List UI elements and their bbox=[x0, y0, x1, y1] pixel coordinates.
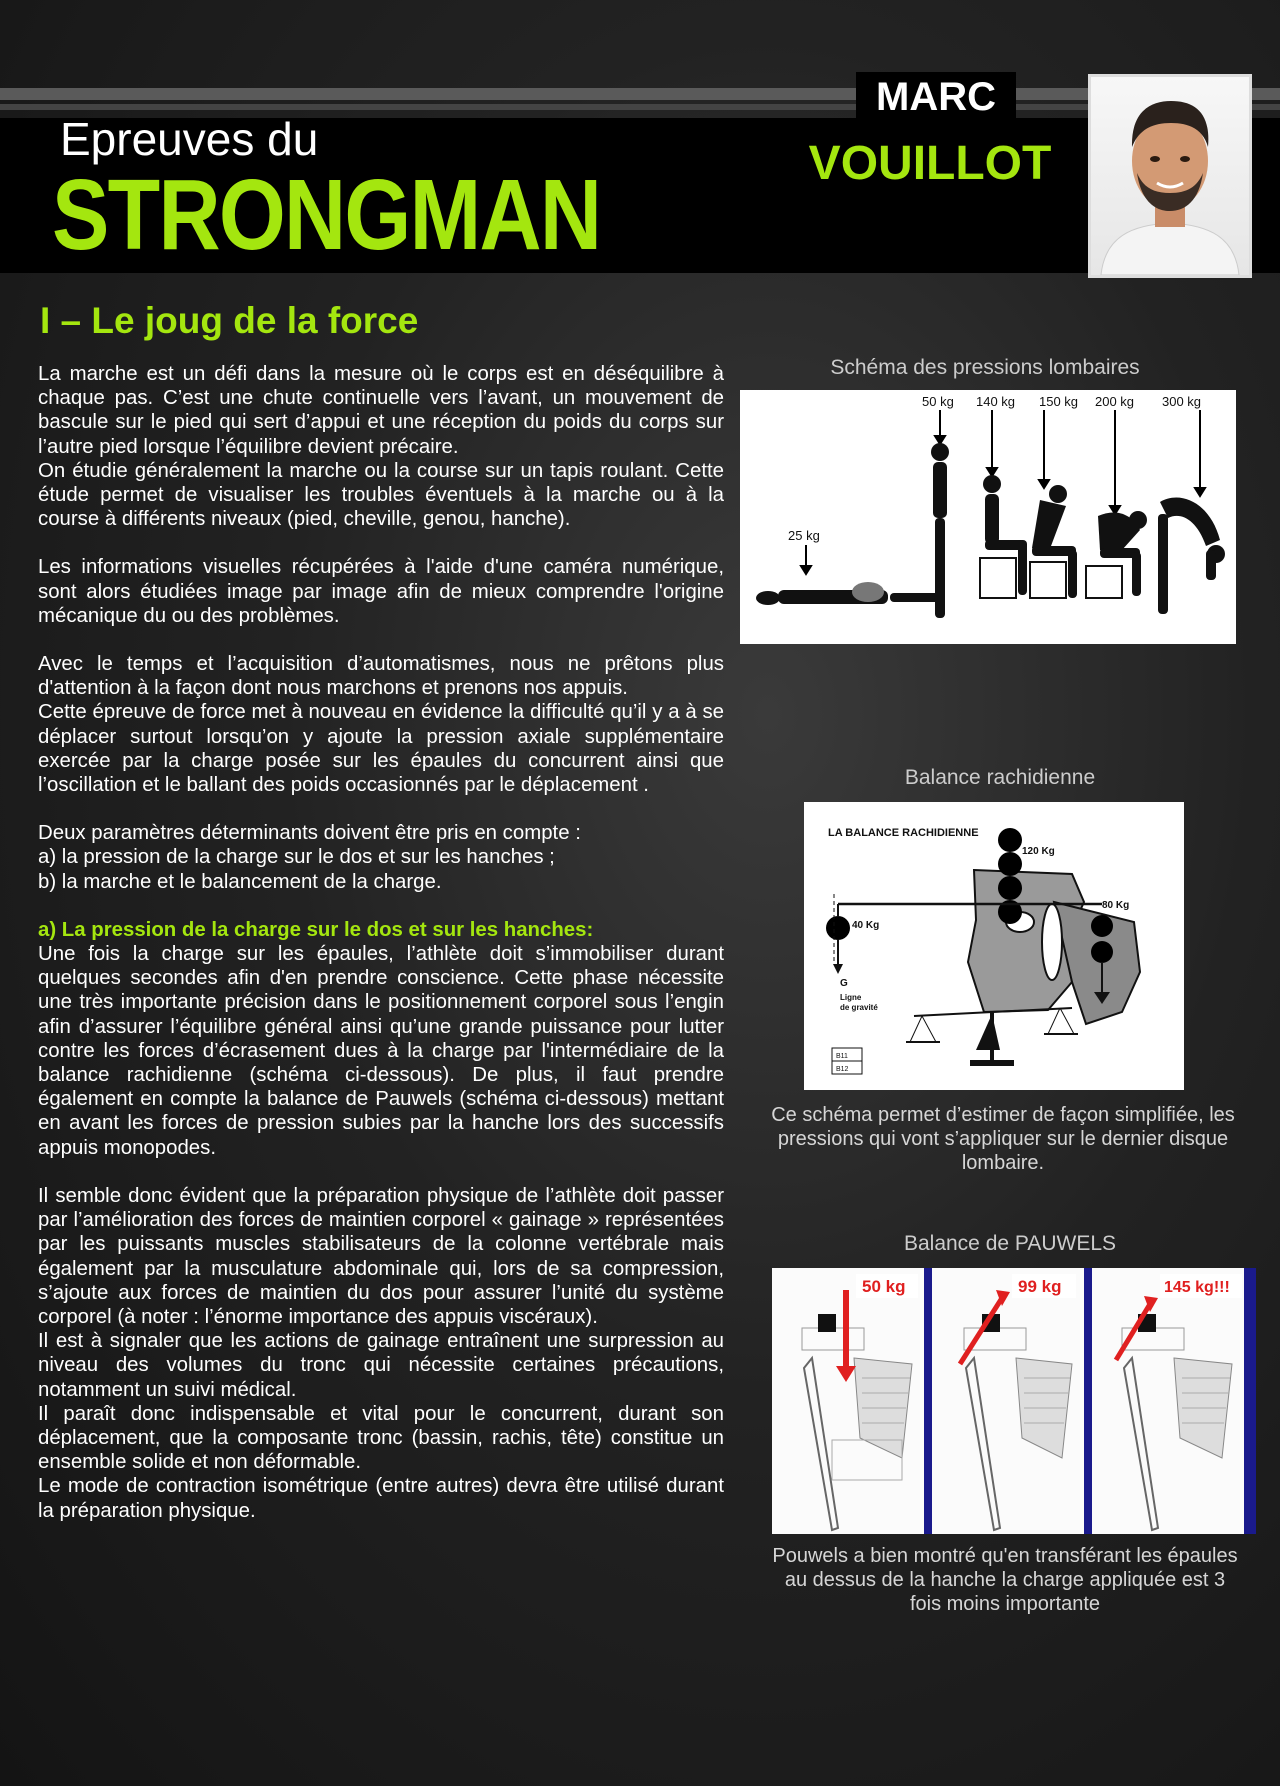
label-gravite: de gravité bbox=[840, 1003, 878, 1012]
author-photo bbox=[1088, 74, 1252, 278]
paragraph: Les informations visuelles récupérées à l'aide d'une caméra numérique, sont alors étudiées image par image afin de mieux comprendre l'origine mécanique du ou des problèmes. bbox=[38, 556, 724, 627]
pre-title: Epreuves du bbox=[60, 113, 319, 165]
lumbar-pressure-diagram bbox=[740, 390, 1236, 644]
paragraph: Deux paramètres déterminants doivent être pris en compte : bbox=[38, 822, 581, 845]
paragraph: Il semble donc évident que la préparation physique de l’athlète doit passer par l’amélioration des forces de maintien corporel « gainage » représentées par les puissants muscles stabilisateurs de la colonne vertébrale mais également par la musculature abdominale qui, lors de sa compression, s’ajoute aux forces de maintien du dos pour assurer l’unité du système corporel (à noter : l’énorme importance des appuis viscéraux). bbox=[38, 1184, 724, 1328]
pauwels-panels bbox=[772, 1268, 1256, 1534]
paragraph: Une fois la charge sur les épaules, l’athlète doit s’immobiliser durant quelques secondes afin d'en prendre conscience. Cette phase nécessite une très importante précision dans le positionnement corporel sous l’engin afin d’assurer l’équilibre général ainsi qu’une grande puissance pour lutter contre les forces d’écrasement dues à la charge par l'intermédiaire de la balance rachidienne (schéma ci-dessous). De plus, il faut prendre également en compte la balance de Pauwels (schéma ci-dessous) mettant en avant les forces de pression subies par la hanche lors des successifs appuis monopodes. bbox=[38, 943, 724, 1159]
paragraph: b) la marche et le balancement de la charge. bbox=[38, 870, 442, 893]
label-150kg: 150 kg bbox=[1039, 394, 1079, 409]
pauwels-figure-note: Pouwels a bien montré qu'en transférant les épaules au dessus de la hanche la charge appliquée est 3 fois moins importante bbox=[772, 1545, 1238, 1615]
paragraph: a) la pression de la charge sur le dos et sur les hanches ; bbox=[38, 846, 555, 869]
pauwels-panel-3 bbox=[1092, 1268, 1244, 1534]
paragraph: Il paraît donc indispensable et vital pour le concurrent, durant son déplacement, que la composante tronc (bassin, rachis, tête) constitue un ensemble solide et non déformable. bbox=[38, 1402, 724, 1474]
lumbar-figure-caption: Schéma des pressions lombaires bbox=[830, 356, 1140, 379]
spinal-diagram-title: LA BALANCE RACHIDIENNE bbox=[828, 827, 979, 839]
label-300kg: 300 kg bbox=[1162, 394, 1202, 409]
paragraph: La marche est un défi dans la mesure où le corps est en déséquilibre à chaque pas. C’est une chute continuelle vers l’avant, un mouvement de bascule sur le pied qui sert d’appui et une réception du poids du corps sur l’autre pied lorsque l’équilibre devient précaire. bbox=[38, 363, 724, 458]
label-140kg: 140 kg bbox=[976, 394, 1016, 409]
spinal-figure-caption: Balance rachidienne bbox=[904, 766, 1096, 789]
article-body bbox=[38, 362, 724, 1523]
label-ligne: Ligne bbox=[840, 993, 862, 1002]
pauwels-label-50kg: 50 kg bbox=[862, 1277, 906, 1296]
portrait-illustration bbox=[1091, 77, 1249, 275]
spinal-balance-diagram bbox=[804, 802, 1184, 1090]
author-last-name: VOUILLOT bbox=[808, 137, 1052, 190]
author-first-name: MARC bbox=[856, 72, 1016, 122]
pauwels-balance-figure bbox=[772, 1268, 1256, 1534]
paragraph: Avec le temps et l’acquisition d’automatismes, nous ne prêtons plus d'attention à la façon dont nous marchons et prenons nos appuis. bbox=[38, 653, 724, 700]
section-title: I – Le joug de la force bbox=[40, 300, 419, 341]
spinal-figure-note: Ce schéma permet d’estimer de façon simplifiée, les pressions qui vont s’appliquer sur le dernier disque lombaire. bbox=[771, 1104, 1235, 1174]
main-title: STRONGMAN bbox=[52, 159, 601, 271]
paragraph: Il est à signaler que les actions de gainage entraînent une surpression au niveau des volumes du tronc qui nécessite certaines précautions, notamment un suivi médical. bbox=[38, 1330, 724, 1401]
pauwels-panel-1 bbox=[772, 1268, 924, 1534]
lumbar-pressure-figure bbox=[740, 390, 1236, 644]
paragraph: On étudie généralement la marche ou la course sur un tapis roulant. Cette étude permet de visualiser les troubles éventuels à la marche ou à la course à différents niveaux (pied, cheville, genou, hanche). bbox=[38, 459, 724, 531]
label-25kg: 25 kg bbox=[788, 528, 820, 543]
label-200kg: 200 kg bbox=[1095, 394, 1135, 409]
label-G: G bbox=[840, 978, 848, 989]
label-120kg: 120 Kg bbox=[1022, 846, 1055, 857]
paragraph: Le mode de contraction isométrique (entre autres) devra être utilisé durant la préparation physique. bbox=[38, 1475, 724, 1522]
pauwels-label-145kg: 145 kg!!! bbox=[1164, 1279, 1230, 1296]
pauwels-panel-2 bbox=[932, 1268, 1084, 1534]
label-80kg: 80 Kg bbox=[1102, 900, 1130, 911]
label-40kg: 40 Kg bbox=[852, 920, 880, 931]
label-B11: B11 bbox=[836, 1053, 848, 1060]
label-50kg: 50 kg bbox=[922, 394, 954, 409]
pauwels-figure-caption: Balance de PAUWELS bbox=[903, 1232, 1117, 1255]
label-B12: B12 bbox=[836, 1066, 849, 1073]
paragraph: Cette épreuve de force met à nouveau en évidence la difficulté qu’il y a à se déplacer surtout lorsqu’on y ajoute la pression axiale supplémentaire exercée par la charge posée sur les épaules du concurrent ainsi que l’oscillation et le ballant des poids occasionnés par le déplacement . bbox=[38, 701, 724, 797]
pauwels-label-99kg: 99 kg bbox=[1018, 1277, 1062, 1296]
spinal-balance-figure bbox=[804, 802, 1184, 1090]
subheading: a) La pression de la charge sur le dos et sur les hanches: bbox=[38, 918, 594, 941]
